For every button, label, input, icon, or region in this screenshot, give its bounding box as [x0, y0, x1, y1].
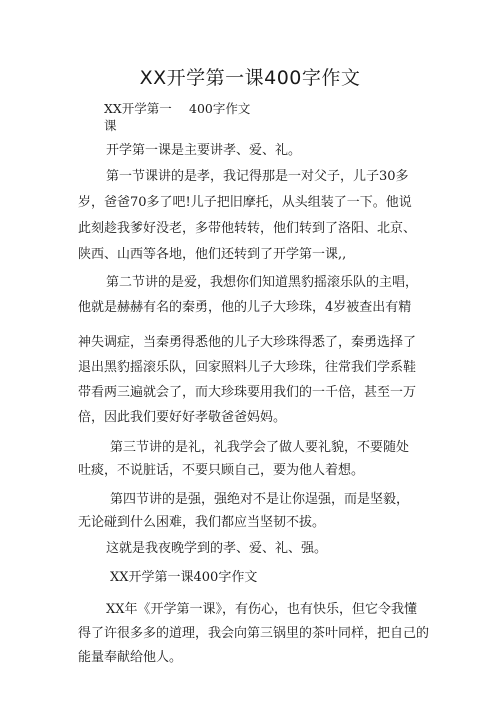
- paragraph-line: XX年《开学第一课》，有伤心，也有快乐，但它令我懂: [106, 602, 418, 617]
- paragraph-line: 能量奉献给他人。: [78, 650, 183, 665]
- paragraph-line: 开学第一课是主要讲孝、爱、礼。: [106, 143, 302, 158]
- section-title: XX开学第一课400字作文: [110, 570, 258, 585]
- page-title: XX开学第一课400字作文: [139, 67, 361, 89]
- paragraph-line: 吐痰，不说脏话，不要只顾自己，要为他人着想。: [78, 463, 365, 478]
- paragraph-line: 带看两三遍就会了，而大珍珠要用我们的一千倍，甚至一万: [78, 385, 417, 400]
- paragraph-line: 陕西、山西等各地，他们还转到了开学第一课,,: [78, 247, 347, 262]
- paragraph-line: 岁，爸爸70多了吧!儿子把旧摩托，从头组装了一下。他说: [78, 195, 412, 210]
- subtitle-left: XX开学第一课: [104, 101, 172, 133]
- subtitle-right: 400字作文: [189, 101, 251, 116]
- paragraph-line: 第一节课讲的是孝，我记得那是一对父子，儿子30多: [106, 169, 409, 184]
- paragraph-line: 此刻趁我爹好没老，多带他转转，他们转到了洛阳、北京、: [78, 221, 417, 236]
- paragraph-line: 这就是我夜晚学到的孝、爱、礼、强。: [106, 541, 328, 556]
- paragraph-line: 无论碰到什么困难，我们都应当坚韧不拔。: [78, 515, 326, 530]
- paragraph-line: 他就是赫赫有名的秦勇，他的儿子大珍珠，4岁被查出有精: [78, 300, 412, 315]
- paragraph-line: 神失调症，当秦勇得悉他的儿子大珍珠得悉了，秦勇选择了: [78, 335, 417, 350]
- paragraph-line: 第四节讲的是强，强绝对不是让你逞强，而是坚毅，: [110, 492, 410, 507]
- paragraph-line: 得了许很多多的道理，我会向第三锅里的茶叶同样，把自己的: [78, 626, 430, 641]
- paragraph-line: 倍，因此我们要好好孝敬爸爸妈妈。: [78, 410, 287, 425]
- paragraph-line: 第二节讲的是爱，我想你们知道黑豹摇滚乐队的主唱，: [106, 275, 419, 290]
- paragraph-line: 第三节讲的是礼，礼我学会了做人要礼貌，不要随处: [110, 440, 410, 455]
- paragraph-line: 退出黑豹摇滚乐队，回家照料儿子大珍珠，往常我们学系鞋: [78, 360, 417, 375]
